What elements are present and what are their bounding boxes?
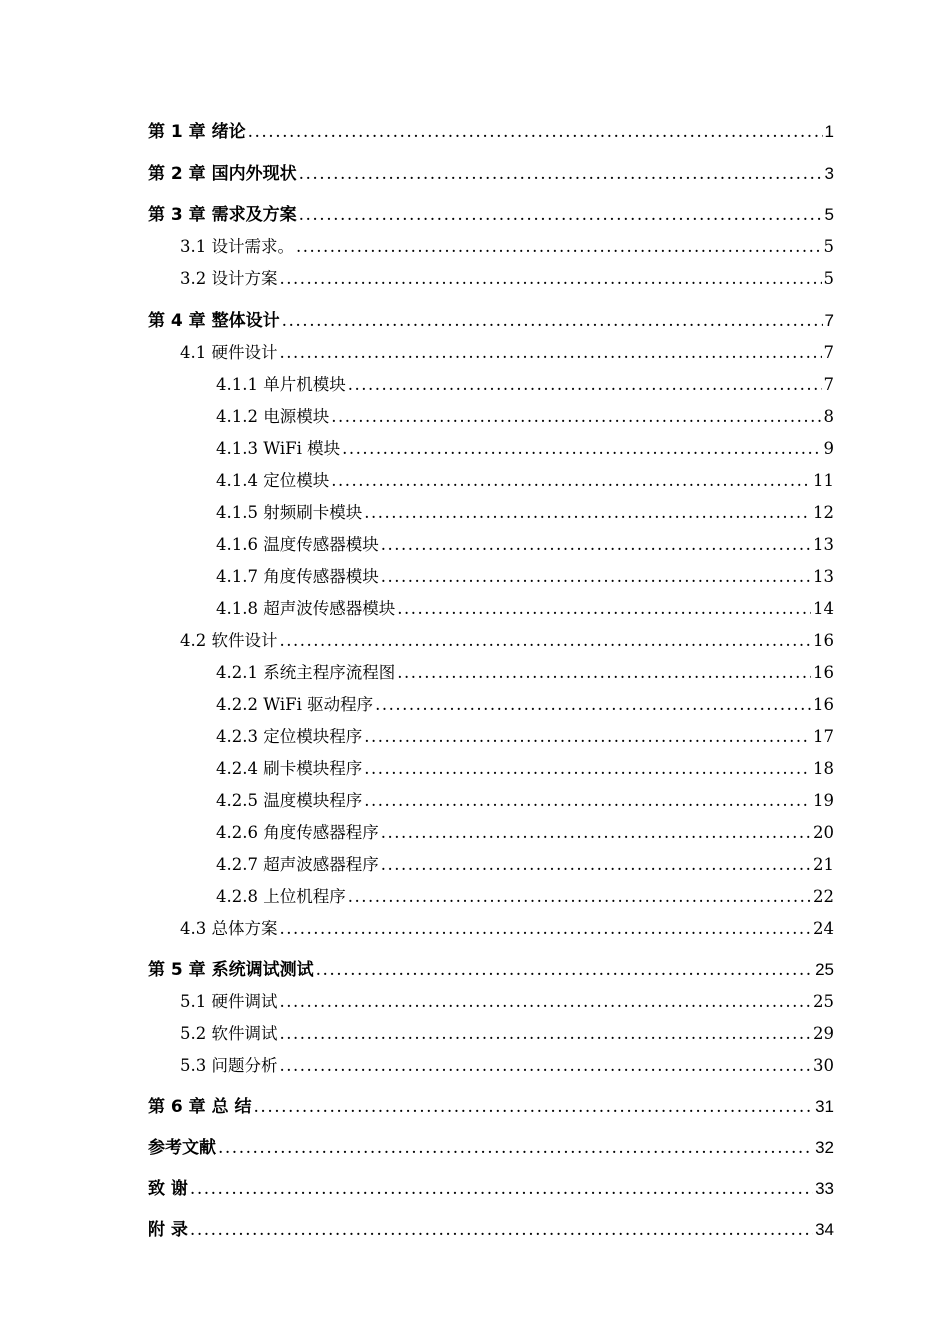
toc-page-number: 21	[813, 855, 834, 874]
toc-entry-title: 第 5 章 系统调试测试	[148, 960, 314, 980]
toc-leader-dots	[381, 853, 811, 877]
toc-entry[interactable]	[216, 405, 834, 429]
toc-leader-dots	[397, 597, 811, 621]
toc-entry[interactable]	[148, 958, 834, 982]
toc-leader-dots	[218, 1136, 813, 1160]
toc-entry-title: 4.1.1 单片机模块	[216, 375, 346, 394]
toc-entry-title: 参考文献	[148, 1138, 216, 1158]
toc-leader-dots	[316, 958, 813, 982]
toc-entry-title: 致 谢	[148, 1179, 188, 1199]
toc-page-number: 9	[823, 439, 834, 458]
toc-page-number: 11	[813, 471, 834, 490]
toc-entry[interactable]	[216, 661, 834, 685]
toc-entry[interactable]	[180, 990, 834, 1014]
toc-entry[interactable]	[216, 501, 834, 525]
toc-leader-dots	[331, 469, 811, 493]
toc-page-number: 34	[815, 1220, 834, 1239]
toc-entry-title: 4.2.5 温度模块程序	[216, 791, 363, 810]
toc-entry-title: 4.2.4 刷卡模块程序	[216, 759, 363, 778]
toc-entry[interactable]	[148, 309, 834, 333]
toc-leader-dots	[254, 1095, 814, 1119]
toc-entry-title: 第 2 章 国内外现状	[148, 164, 297, 184]
toc-entry-title: 4.2.7 超声波感器程序	[216, 855, 379, 874]
toc-entry-title: 4.2.3 定位模块程序	[216, 727, 363, 746]
toc-entry[interactable]	[148, 1095, 834, 1119]
toc-entry-title: 4.1.4 定位模块	[216, 471, 330, 490]
toc-entry-title: 4.2.8 上位机程序	[216, 887, 346, 906]
toc-leader-dots	[381, 565, 811, 589]
toc-entry-title: 4.2 软件设计	[180, 631, 278, 650]
toc-page-number: 16	[813, 631, 834, 650]
toc-page-number: 20	[813, 823, 834, 842]
toc-page-number: 13	[813, 567, 834, 586]
toc-entry[interactable]	[148, 1218, 834, 1242]
toc-entry-title: 第 6 章 总 结	[148, 1097, 252, 1117]
toc-entry[interactable]	[216, 565, 834, 589]
toc-entry[interactable]	[216, 853, 834, 877]
toc-entry[interactable]	[180, 917, 834, 941]
toc-entry-title: 4.2.6 角度传感器程序	[216, 823, 379, 842]
toc-page-number: 33	[815, 1179, 834, 1198]
toc-leader-dots	[348, 373, 822, 397]
toc-leader-dots	[248, 120, 823, 144]
toc-leader-dots	[296, 235, 822, 259]
toc-entry[interactable]	[148, 1177, 834, 1201]
toc-page-number: 19	[813, 791, 834, 810]
toc-leader-dots	[381, 821, 811, 845]
toc-page-number: 17	[813, 727, 834, 746]
toc-entry[interactable]	[180, 235, 834, 259]
toc-leader-dots	[364, 757, 811, 781]
toc-entry[interactable]	[216, 725, 834, 749]
toc-entry-title: 第 3 章 需求及方案	[148, 205, 297, 225]
toc-page-number: 3	[824, 164, 834, 183]
toc-entry-title: 4.3 总体方案	[180, 919, 278, 938]
toc-entry-title: 4.1 硬件设计	[180, 343, 278, 362]
toc-page-number: 5	[823, 269, 834, 288]
toc-entry[interactable]	[216, 469, 834, 493]
toc-leader-dots	[280, 990, 812, 1014]
toc-entry[interactable]	[180, 629, 834, 653]
toc-leader-dots	[364, 501, 811, 525]
toc-leader-dots	[331, 405, 821, 429]
toc-leader-dots	[299, 203, 823, 227]
toc-entry[interactable]	[216, 437, 834, 461]
toc-leader-dots	[280, 629, 812, 653]
toc-page-number: 13	[813, 535, 834, 554]
toc-entry-title: 5.2 软件调试	[180, 1024, 278, 1043]
toc-leader-dots	[299, 162, 823, 186]
toc-entry-title: 4.1.6 温度传感器模块	[216, 535, 379, 554]
toc-page-number: 25	[815, 960, 834, 979]
toc-entry[interactable]	[148, 162, 834, 186]
toc-entry-title: 第 1 章 绪论	[148, 122, 246, 142]
toc-entry[interactable]	[148, 120, 834, 144]
toc-entry-title: 4.1.2 电源模块	[216, 407, 330, 426]
toc-leader-dots	[282, 309, 823, 333]
toc-entry-title: 4.1.3 WiFi 模块	[216, 439, 341, 458]
toc-page-number: 16	[813, 695, 834, 714]
toc-page-number: 7	[823, 375, 834, 394]
toc-page-number: 14	[813, 599, 834, 618]
toc-page-number: 25	[813, 992, 834, 1011]
toc-entry[interactable]	[216, 597, 834, 621]
toc-page-number: 12	[813, 503, 834, 522]
toc-leader-dots	[280, 341, 822, 365]
toc-leader-dots	[190, 1218, 813, 1242]
toc-leader-dots	[381, 533, 811, 557]
toc-page-number: 24	[813, 919, 834, 938]
toc-entry[interactable]	[216, 533, 834, 557]
toc-entry-title: 4.1.8 超声波传感器模块	[216, 599, 396, 618]
toc-leader-dots	[280, 1054, 812, 1078]
toc-entry-title: 3.1 设计需求。	[180, 237, 294, 256]
toc-entry-title: 4.1.5 射频刷卡模块	[216, 503, 363, 522]
toc-entry[interactable]	[148, 1136, 834, 1160]
toc-page-number: 16	[813, 663, 834, 682]
toc-entry-title: 附 录	[148, 1220, 188, 1240]
toc-entry[interactable]	[216, 885, 834, 909]
toc-entry[interactable]	[180, 341, 834, 365]
toc-entry[interactable]	[180, 267, 834, 291]
toc-page-number: 29	[813, 1024, 834, 1043]
toc-entry[interactable]	[216, 373, 834, 397]
toc-leader-dots	[342, 437, 821, 461]
toc-leader-dots	[375, 693, 811, 717]
toc-page-number: 7	[823, 343, 834, 362]
toc-leader-dots	[280, 917, 812, 941]
toc-page-number: 1	[824, 122, 834, 141]
toc-entry[interactable]	[216, 693, 834, 717]
toc-page-number: 18	[813, 759, 834, 778]
toc-entry-title: 3.2 设计方案	[180, 269, 278, 288]
toc-leader-dots	[280, 1022, 812, 1046]
toc-leader-dots	[397, 661, 811, 685]
toc-page-number: 32	[815, 1138, 834, 1157]
toc-leader-dots	[280, 267, 822, 291]
toc-entry-title: 4.1.7 角度传感器模块	[216, 567, 379, 586]
toc-page-number: 31	[815, 1097, 834, 1116]
toc-entry[interactable]	[216, 757, 834, 781]
toc-entry-title: 4.2.2 WiFi 驱动程序	[216, 695, 374, 714]
toc-entry-title: 5.3 问题分析	[180, 1056, 278, 1075]
toc-entry-title: 5.1 硬件调试	[180, 992, 278, 1011]
toc-entry[interactable]	[216, 821, 834, 845]
toc-page-number: 7	[824, 311, 834, 330]
toc-page-number: 5	[823, 237, 834, 256]
toc-page-number: 5	[824, 205, 834, 224]
toc-leader-dots	[364, 725, 811, 749]
toc-entry-title: 第 4 章 整体设计	[148, 311, 280, 331]
toc-entry[interactable]	[216, 789, 834, 813]
toc-entry[interactable]	[180, 1022, 834, 1046]
toc-leader-dots	[364, 789, 811, 813]
toc-leader-dots	[348, 885, 811, 909]
toc-page-number: 8	[823, 407, 834, 426]
toc-leader-dots	[190, 1177, 813, 1201]
toc-entry[interactable]	[148, 203, 834, 227]
toc-page-number: 22	[813, 887, 834, 906]
toc-entry[interactable]	[180, 1054, 834, 1078]
toc-page-number: 30	[813, 1056, 834, 1075]
toc-entry-title: 4.2.1 系统主程序流程图	[216, 663, 396, 682]
